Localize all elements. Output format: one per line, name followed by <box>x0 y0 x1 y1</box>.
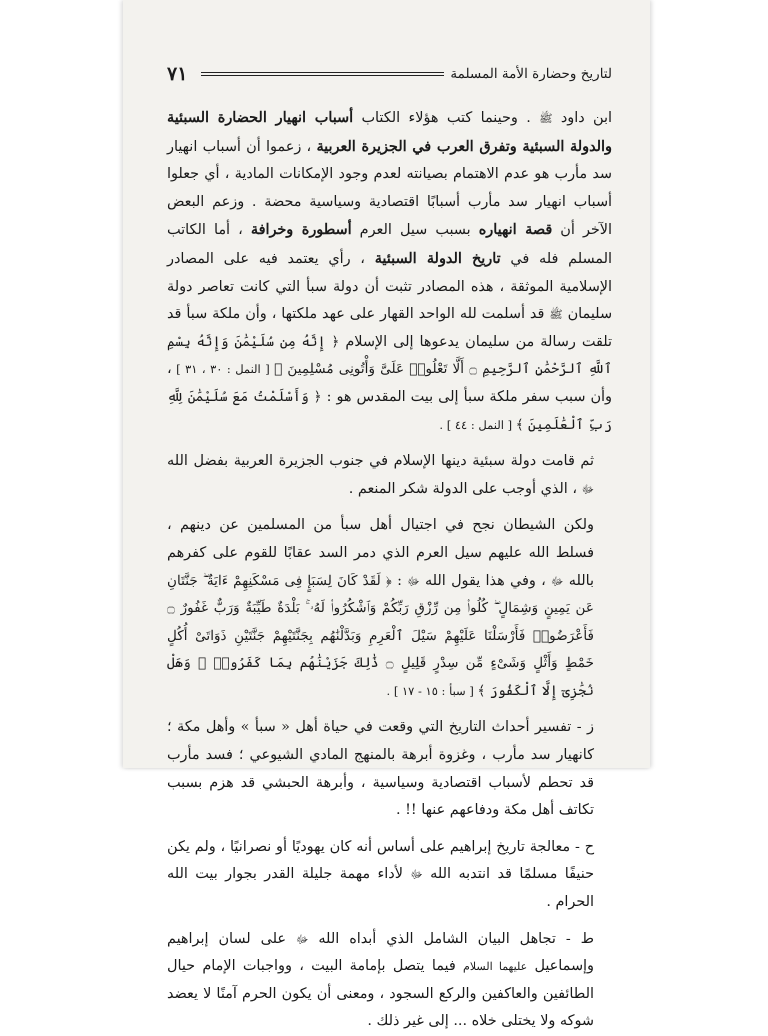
running-title: لتاريخ وحضارة الأمة المسلمة <box>450 66 612 82</box>
header-rule <box>201 72 444 76</box>
honorific: ﷻ <box>407 574 420 588</box>
text: فيما يتصل بإمامة البيت ، وواجبات الإمام حيال الطائفين والعاكفين والركع السجود ، ومعنى أن يكون الحرم آمنًا لا يعضد شوكه ولا يختلى خلاه ... إلى غير ذلك . <box>167 958 594 1030</box>
text: قد أسلمت لله الواحد القهار على عهد ملكتها ، وأن ملكة سبأ قد تلقت رسالة من سليمان يدعوها إلى الإسلام <box>167 306 613 350</box>
text: ، زعموا أن أسباب انهيار سد مأرب هو عدم الاهتمام بصيانته لعدم وجود الإمكانات المادية ، أي جعلوا أسباب انهيار سد مأرب أسبابًا اقتصادية وسياسية محضة . وزعم البعض الآخر أن <box>167 138 613 239</box>
honorific: ﷻ <box>410 868 423 882</box>
text: ط - تجاهل البيان الشامل الذي أبداه الله <box>308 930 594 947</box>
page-content <box>167 60 613 1030</box>
text: على لسان إبراهيم وإسماعيل <box>167 930 594 975</box>
paragraph-4 <box>167 714 612 824</box>
honorific: ﷺ <box>539 112 553 125</box>
honorific: ﷺ <box>549 308 563 322</box>
text: ، رأي يعتمد فيه على المصادر الإسلامية الموثقة ، هذه المصادر تثبت أن دولة سبأ التي كانت تعاصر دولة سليمان <box>167 250 613 323</box>
text: : <box>391 572 408 589</box>
honorific: عليهما السلام <box>463 960 528 974</box>
text: ، أما الكاتب المسلم فله في <box>167 222 613 267</box>
text: ح - معالجة تاريخ إبراهيم على أساس أنه كان يهوديًا أو نصرانيًا ، ولم يكن حنيفًا مسلمًا قد انتدبه الله <box>167 838 594 883</box>
honorific: ﷻ <box>295 932 309 946</box>
running-header <box>167 60 612 88</box>
text: ثم قامت دولة سبئية دينها الإسلام في جنوب الجزيرة العربية بفضل الله <box>167 453 594 470</box>
paragraph-6 <box>167 926 612 1036</box>
text: ابن داود <box>552 110 612 126</box>
text: ، وفي هذا يقول الله <box>419 572 552 589</box>
verse-reference: [ النمل : ٤٤ ] . <box>439 417 516 432</box>
bold-phrase: أسطورة وخرافة <box>250 221 352 239</box>
verse-reference: [ سبأ : ١٥ - ١٧ ] . <box>386 683 478 698</box>
bold-phrase: تاريخ الدولة السبئية <box>374 249 501 267</box>
quran-verse: ﴿ لَقَدْ كَانَ لِسَبَإٍ فِى مَسْكَنِهِمْ ءَايَةٌ ۖ جَنَّتَانِ عَن يَمِينٍ وَشِمَالٍ ۖ كُلُوا۟ مِن رِّزْقِ رَبِّكُمْ وَٱشْكُرُوا۟ لَهُۥ ۚ بَلْدَةٌ طَيِّبَةٌ وَرَبٌّ غَفُورٌ ۝ فَأَعْرَضُوا۟ فَأَرْسَلْنَا عَلَيْهِمْ سَيْلَ ٱلْعَرِمِ وَبَدَّلْنَٰهُم بِجَنَّتَيْهِمْ جَنَّتَيْنِ ذَوَاتَىْ أُكُلٍ خَمْطٍ وَأَثْلٍ وَشَىْءٍ مِّن سِدْرٍ قَلِيلٍ ۝ ذَٰلِكَ جَزَيْنَٰهُم بِمَا كَفَرُوا۟ ۖ وَهَلْ نُجَٰزِىٓ إِلَّا ٱلْكَفُورَ ﴾ <box>167 572 594 699</box>
body-text <box>167 104 612 1036</box>
paragraph-3 <box>167 512 612 705</box>
honorific: ﷻ <box>551 574 564 588</box>
text: ، وأن سبب سفر ملكة سبأ إلى بيت المقدس هو : <box>167 361 612 405</box>
quran-verse: ﴿ وَأَسْلَمْتُ مَعَ سُلَيْمَٰنَ لِلَّهِ رَبِّ ٱلْعَٰلَمِينَ ﴾ <box>167 388 612 433</box>
text: ولكن الشيطان نجح في اجتيال أهل سبأ من المسلمين عن دينهم ، فسلط الله عليهم سيل العرم الذي دمر السد عقابًا للقوم على كفرهم بالله <box>167 517 595 589</box>
paragraph-2 <box>167 448 612 503</box>
bold-phrase: قصة انهياره <box>478 221 553 239</box>
paragraph-5 <box>167 834 612 917</box>
text: لأداء مهمة جليلة القدر بجوار بيت الله الحرام . <box>167 866 594 911</box>
page-number: ٧١ <box>167 63 188 85</box>
text: ز - تفسير أحداث التاريخ التي وقعت في حياة أهل « سبأ » وأهل مكة ؛ كانهيار سد مأرب ، وغزوة أبرهة بالمنهج المادي الشيوعي ؛ فسد مأرب قد تحطم لأسباب اقتصادية وسياسية ، وأبرهة الحبشي قد هزم بسبب تكاتف أهل مكة ودفاعهم عنها !! . <box>167 719 594 819</box>
bold-phrase: أسباب انهيار الحضارة السبئية والدولة السبئية وتفرق العرب في الجزيرة العربية <box>167 109 612 155</box>
verse-reference: [ النمل : ٣٠ ، ٣١ ] <box>171 362 275 377</box>
text: . وحينما كتب هؤلاء الكتاب <box>353 110 540 126</box>
paragraph-1 <box>167 104 612 439</box>
honorific: ﷻ <box>581 482 594 496</box>
text: بسبب سيل العرم <box>351 222 479 239</box>
book-page <box>123 0 650 1030</box>
text: ، الذي أوجب على الدولة شكر المنعم . <box>348 480 582 497</box>
quran-verse: ﴿ إِنَّهُ مِن سُلَيْمَٰنَ وَإِنَّهُ بِسْمِ ٱللَّهِ ٱلرَّحْمَٰنِ ٱلرَّحِيمِ ۝ أَلَّا تَعْلُوا۟ عَلَىَّ وَأْتُونِى مُسْلِمِينَ ﴾ <box>167 333 612 378</box>
